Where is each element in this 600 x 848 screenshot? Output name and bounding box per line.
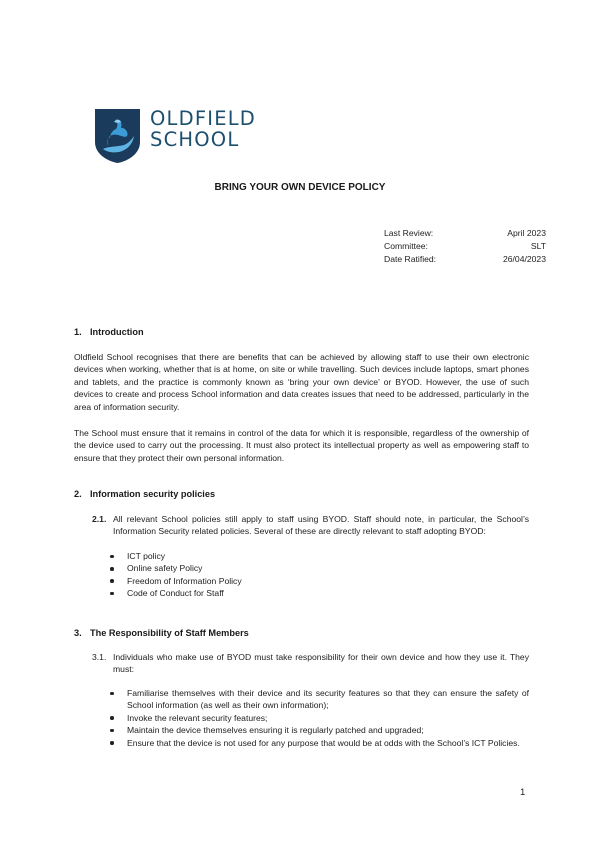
section-3-bullet-list (108, 687, 529, 749)
section-3-heading: 3. The Responsibility of Staff Members (74, 628, 249, 638)
section-1-paragraph-2: The School must ensure that it remains in control of the data for which it is responsible, regardless of the ownership of the device used to carry out the processing. It must also protect its intellectual property as well as empowering staff to ensure that they protect their own personal information. (74, 428, 529, 463)
list-item: Code of Conduct for Staff (108, 587, 529, 599)
page-number: 1 (520, 787, 526, 798)
school-logo (94, 108, 274, 164)
section-2-heading: 2. Information security policies (74, 489, 216, 499)
list-item: Ensure that the device is not used for any purpose that would be at odds with the School’s ICT Policies. (108, 737, 529, 749)
meta-row-date-ratified: Date Ratified: 26/04/2023 (384, 254, 546, 265)
school-name: OLDFIELD SCHOOL (150, 107, 256, 151)
list-item: Online safety Policy (108, 562, 529, 574)
list-item: ICT policy (108, 550, 529, 562)
section-2-bullet-list (108, 550, 529, 600)
meta-row-last-review: Last Review: April 2023 (384, 228, 546, 238)
section-3-1: 3.1. Individuals who make use of BYOD must take responsibility for their own device and how they use it. They must: (92, 652, 529, 675)
document-meta (384, 227, 546, 267)
list-item: Maintain the device themselves ensuring it is regularly patched and upgraded; (108, 724, 529, 736)
list-item: Familiarise themselves with their device and its security features so that they can ensure the safety of School information (as well as their own information); (108, 687, 529, 712)
swan-crest-icon (94, 108, 141, 164)
section-1-heading: 1. Introduction (74, 327, 144, 337)
document-title: BRING YOUR OWN DEVICE POLICY (214, 182, 386, 193)
list-item: Freedom of Information Policy (108, 575, 529, 587)
meta-row-committee: Committee: SLT (384, 241, 546, 252)
section-1-paragraph-1: Oldfield School recognises that there are benefits that can be achieved by allowing staff to use their own electronic devices when working, whether that is at home, on site or while travelling. Such devices include laptops, smart phones and tablets, and the practice is commonly known as ‘bring your own device’ or BYOD. However, the use of such devices to create and process School information and data creates issues that need to be addressed, particularly in the area of information security. (74, 352, 529, 412)
section-2-1: 2.1. All relevant School policies still apply to staff using BYOD. Staff should note, in particular, the School’s Information Security related policies. Several of these are directly relevant to staff adopting BYOD: (92, 514, 529, 537)
list-item: Invoke the relevant security features; (108, 712, 529, 724)
